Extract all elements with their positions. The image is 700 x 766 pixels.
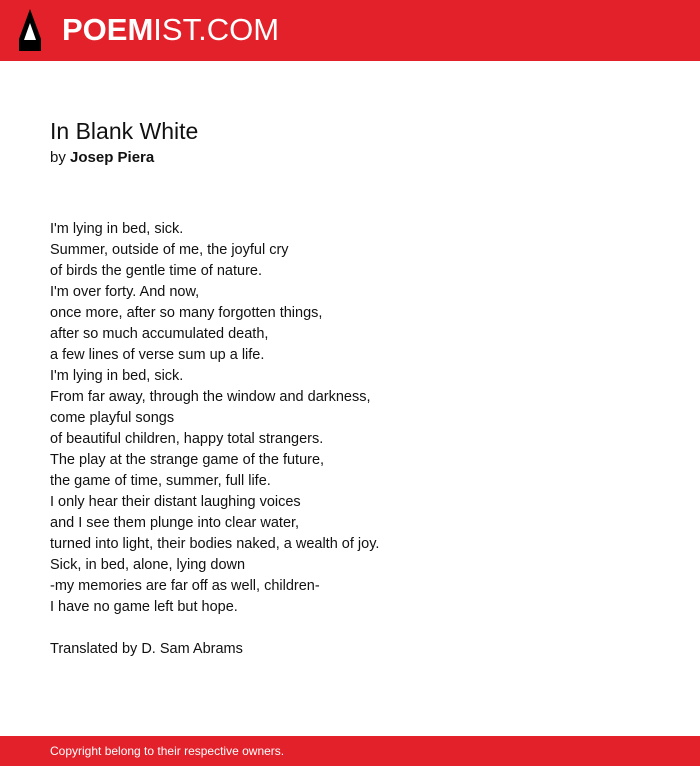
poem-line: after so much accumulated death, <box>50 326 269 342</box>
poem-line: Summer, outside of me, the joyful cry <box>50 242 289 258</box>
poem-author: Josep Piera <box>70 149 155 166</box>
poem-title: In Blank White <box>50 118 199 144</box>
translator-credit: Translated by D. Sam Abrams <box>50 641 243 657</box>
poem-line: From far away, through the window and darkness, <box>50 389 371 405</box>
site-header <box>0 0 700 61</box>
poem-line: of birds the gentle time of nature. <box>50 263 262 279</box>
poem-line: I'm over forty. And now, <box>50 284 200 300</box>
poem-content <box>50 116 650 660</box>
poem-line: -my memories are far off as well, children- <box>50 578 320 594</box>
poem-line: of beautiful children, happy total strangers. <box>50 431 324 447</box>
poem-line: turned into light, their bodies naked, a wealth of joy. <box>50 536 380 552</box>
poem-line: I have no game left but hope. <box>50 599 238 615</box>
logo-brand-bold: POEM <box>62 12 154 47</box>
poem-line: once more, after so many forgotten things, <box>50 305 323 321</box>
logo-brand-light: IST.COM <box>153 12 280 47</box>
poem-line: Sick, in bed, alone, lying down <box>50 557 246 573</box>
poem-byline <box>50 148 650 168</box>
pen-nib-icon[interactable] <box>17 9 43 51</box>
by-label: by <box>50 149 66 166</box>
poem-line: come playful songs <box>50 410 175 426</box>
site-footer <box>0 736 700 766</box>
poem-body <box>50 219 650 618</box>
site-logo[interactable] <box>62 11 279 49</box>
poem-line: a few lines of verse sum up a life. <box>50 347 265 363</box>
poem-line: and I see them plunge into clear water, <box>50 515 300 531</box>
poem-line: I'm lying in bed, sick. <box>50 368 184 384</box>
poem-line: I'm lying in bed, sick. <box>50 221 184 237</box>
poem-line: The play at the strange game of the future, <box>50 452 325 468</box>
poem-line: I only hear their distant laughing voices <box>50 494 301 510</box>
poem-line: the game of time, summer, full life. <box>50 473 271 489</box>
copyright-notice: Copyright belong to their respective owners. <box>50 744 285 758</box>
